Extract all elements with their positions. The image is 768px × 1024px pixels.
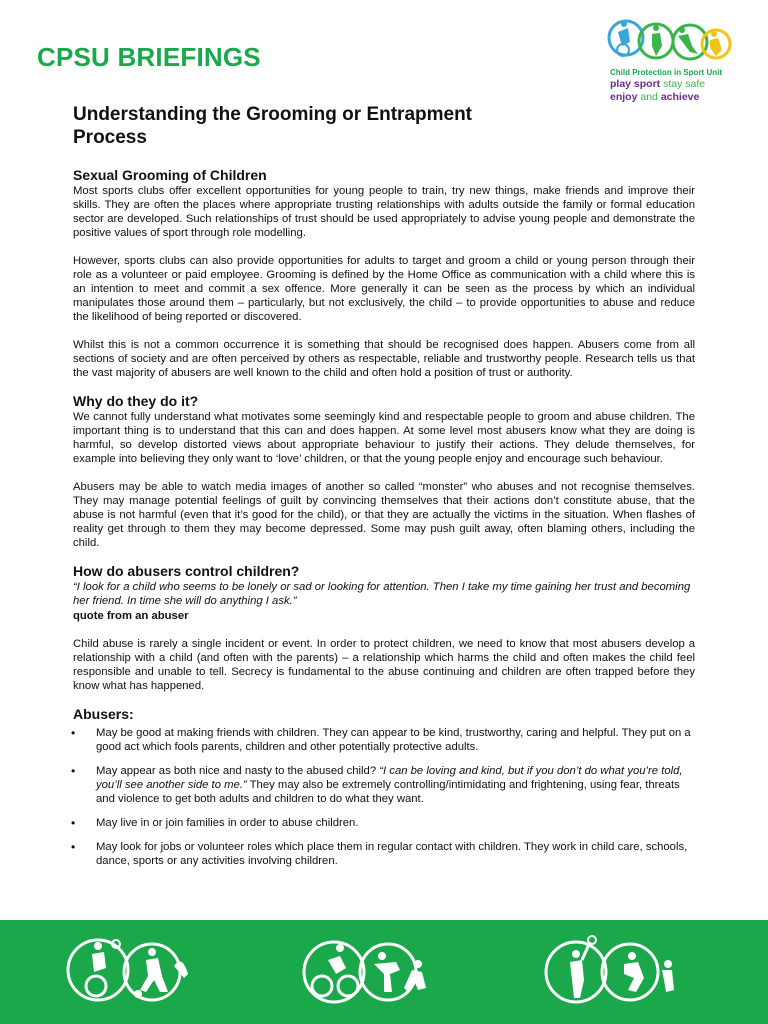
footer-banner (0, 920, 768, 1024)
paragraph: Child abuse is rarely a single incident or event. In order to protect children, we need to know that most abusers develop a relationship with a child (and often with the parents) – a relationship which harms the child and often makes the child feel responsible and unable to tell. Secrecy is fundamental to the abuse continuing and children are often trapped before they know what has happened. (73, 638, 695, 692)
wheelchair-basketball-icon (94, 942, 102, 950)
brand-title: CPSU BRIEFINGS (37, 42, 261, 72)
abuser-quote: “I look for a child who seems to be lonely or sad or looking for attention. Then I take my time gaining her trust and becoming her friend. In time she will do anything I ask.” (73, 581, 691, 607)
document-title: Understanding the Grooming or Entrapment Process (73, 104, 473, 148)
cycling-icon (312, 976, 332, 996)
section-heading: Why do they do it? (73, 393, 199, 409)
logo-rings-icon (606, 12, 736, 68)
paragraph: Most sports clubs offer excellent opportunities for young people to train, try new things, make friends and improve their skills. They are often the places where appropriate trusting relationships with adults outside the family or formal education sector are developed. Such relationships of trust should be used appropriately to advise young people and demonstrate the positive values of sport through role modelling. (73, 185, 695, 239)
logo-slogan-line-2: enjoy and achieve (610, 91, 700, 103)
gymnast-icon (378, 952, 386, 960)
footer-sport-group-1 (64, 934, 194, 1008)
cpsu-logo (606, 12, 736, 110)
tennis-player-icon (572, 950, 580, 958)
section-heading: Abusers: (73, 706, 134, 722)
paragraph: We cannot fully understand what motivates some seemingly kind and respectable people to groom and abuse children. The important thing is to understand that this can and does happen. At some level most abusers know what they are doing is harmful, so develop distorted views about appropriate behaviour to justify their actions. They delude themselves, for example into believing they only want to ‘love’ children, or that the young people enjoy and encourage such behaviour. (73, 411, 695, 465)
runner-icon (414, 960, 422, 968)
footer-sport-group-2 (300, 934, 430, 1008)
footer-sport-group-3 (540, 934, 680, 1008)
paragraph: Abusers may be able to watch media images of another so called “monster” who abuses and not recognise themselves. They may manage potential feelings of guilt by convincing themselves that their actions don’t constitute abuse, that the abuse is not harmful (even that it’s good for the child), or that they are actually the victims in the situation. When flashes of reality get through to them they may become depressed. Some may push guilt away, often blaming others, including the child. (73, 481, 695, 549)
list-item: • May live in or join families in order to abuse children. (73, 816, 695, 830)
logo-unit-name: Child Protection in Sport Unit (610, 68, 722, 77)
quote-attribution: quote from an abuser (73, 610, 189, 622)
abusers-list (73, 726, 695, 868)
section-heading: How do abusers control children? (73, 563, 300, 579)
section-heading: Sexual Grooming of Children (73, 167, 267, 183)
list-item: • May be good at making friends with children. They can appear to be kind, trustworthy, caring and helpful. They put on a good act which fools parents, children and other potentially protective adults. (73, 726, 695, 754)
list-item: • May look for jobs or volunteer roles which place them in regular contact with children. They work in child care, schools, dance, sports or any activities involving children. (73, 840, 695, 868)
football-player-icon (148, 948, 156, 956)
document-body (73, 103, 695, 878)
paragraph: Whilst this is not a common occurrence it is something that should be recognised does happen. Abusers come from all sections of society and are often perceived by others as respectable, reliable and trustworthy people. Research tells us that the vast majority of abusers are well known to the child and often hold a position of trust or authority. (73, 339, 695, 379)
sprinter-icon (628, 952, 636, 960)
logo-slogan-line-1: play sport stay safe (610, 78, 706, 90)
paragraph: However, sports clubs can also provide opportunities for adults to target and groom a child or young person through their role as a volunteer or paid employee. Grooming is defined by the Home Office as communication with a child where this is an intention to meet and commit a sex offence. More generally it can be seen as the process by which an individual manipulates those around them – particularly, but not exclusively, the child – to provide opportunities to abuse and reduce the likelihood of being reported or discovered. (73, 255, 695, 323)
list-item: • May appear as both nice and nasty to the abused child? “I can be loving and kind, but if you don’t do what you’re told, you’ll see another side to me.” They may also be extremely controlling/intimidating and frightening, using fear, threats and violence to get both adults and children to do what they want. (73, 764, 695, 806)
athlete-icon (664, 960, 672, 968)
